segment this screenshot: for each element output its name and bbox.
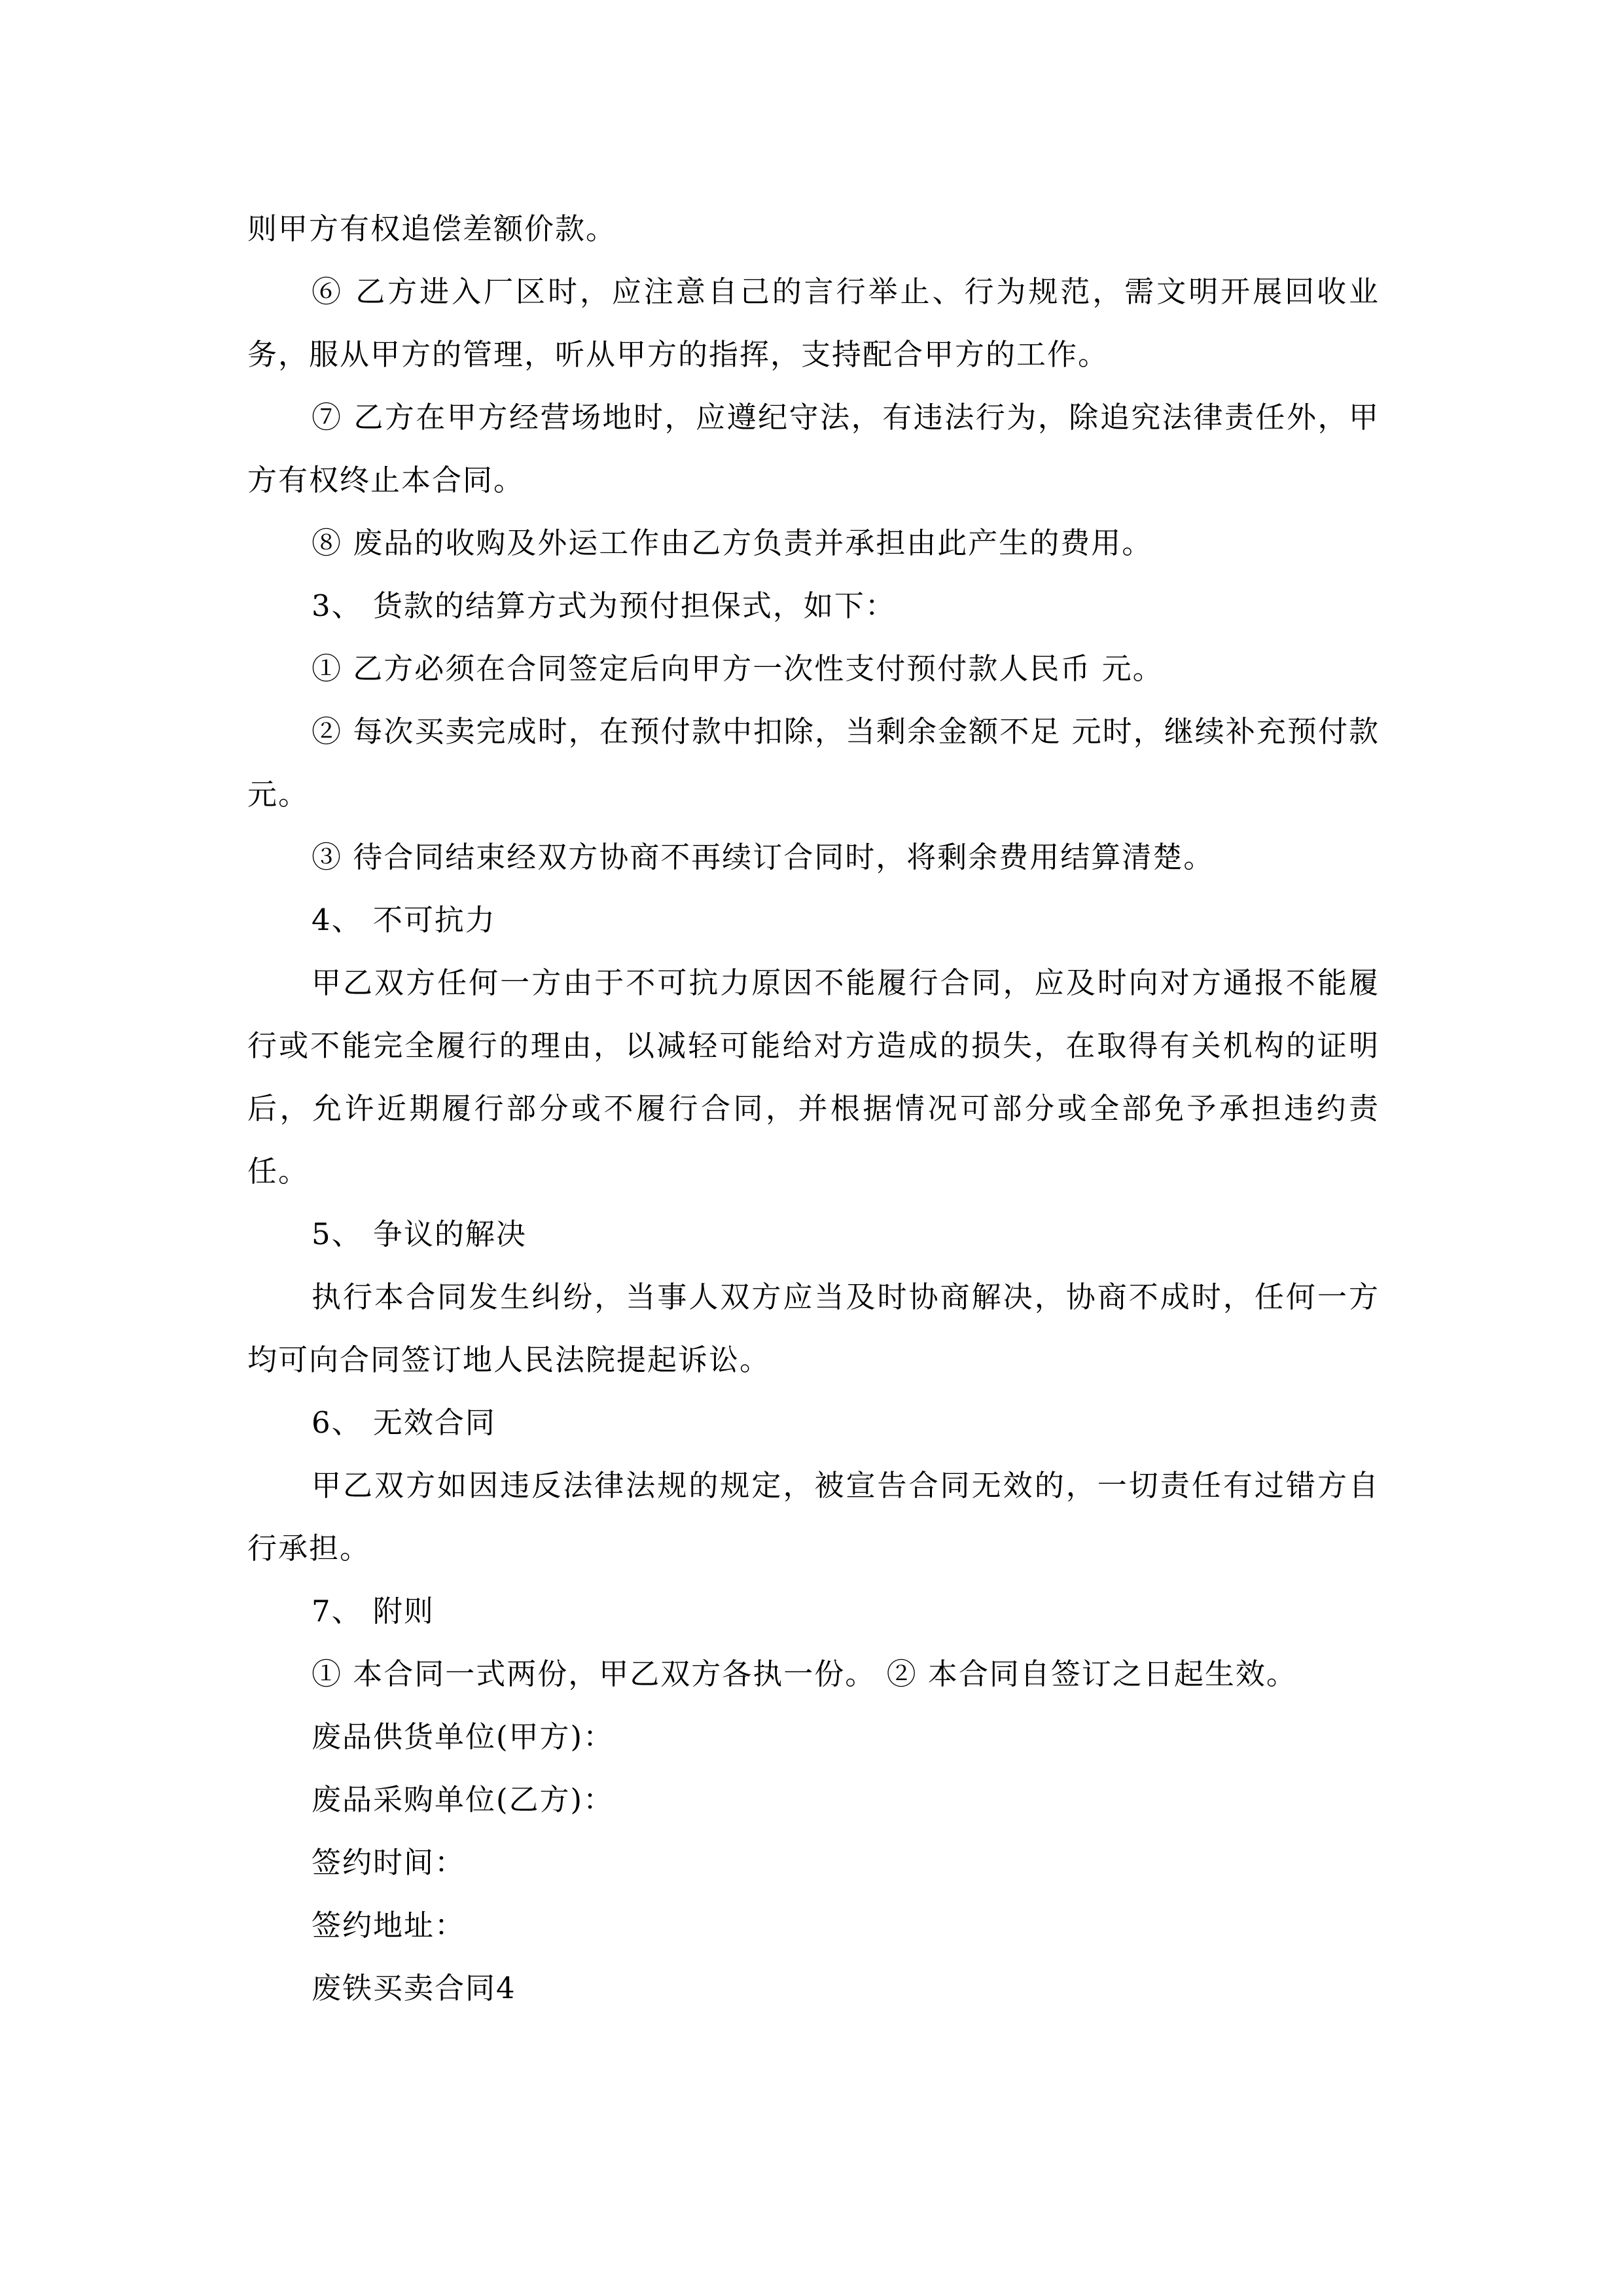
signing-address: 签约地址： [312, 1908, 466, 1943]
clause-7: ⑦ 乙方在甲方经营场地时，应遵纪守法，有违法行为，除追究法律责任外，甲方有权终止本合同。 [247, 400, 1380, 497]
paragraph: 则甲方有权追偿差额价款。 [247, 211, 617, 246]
signature-party-a: 废品供货单位(甲方)： [312, 1719, 615, 1754]
section-heading-force-majeure: 4、 不可抗力 [312, 903, 496, 937]
invalid-contract-text: 甲乙双方如因违反法律法规的规定，被宣告合同无效的，一切责任有过错方自行承担。 [247, 1468, 1380, 1566]
payment-clause-1: ① 乙方必须在合同签定后向甲方一次性支付预付款人民币 元。 [312, 651, 1164, 686]
payment-clause-3: ③ 待合同结束经双方协商不再续订合同时，将剩余费用结算清楚。 [312, 840, 1215, 874]
section-heading-dispute: 5、 争议的解决 [312, 1217, 527, 1251]
signature-party-b: 废品采购单位(乙方)： [312, 1782, 615, 1817]
section-heading-invalid-contract: 6、 无效合同 [312, 1405, 496, 1440]
clause-8: ⑧ 废品的收购及外运工作由乙方负责并承担由此产生的费用。 [312, 526, 1153, 560]
payment-clause-2: ② 每次买卖完成时，在预付款中扣除，当剩余金额不足 元时，继续补充预付款 元。 [247, 714, 1380, 812]
section-heading-supplementary: 7、 附则 [312, 1594, 435, 1628]
section-heading-payment: 3、 货款的结算方式为预付担保式，如下： [312, 588, 896, 623]
signing-time: 签约时间： [312, 1845, 466, 1880]
next-contract-title: 废铁买卖合同4 [312, 1971, 516, 2005]
dispute-text: 执行本合同发生纠纷，当事人双方应当及时协商解决，协商不成时，任何一方均可向合同签订地人民法院提起诉讼。 [247, 1280, 1380, 1377]
document-body [247, 198, 1380, 2020]
supplementary-clauses: ① 本合同一式两份，甲乙双方各执一份。 ② 本合同自签订之日起生效。 [312, 1657, 1297, 1691]
clause-6: ⑥ 乙方进入厂区时，应注意自己的言行举止、行为规范，需文明开展回收业务，服从甲方的管理，听从甲方的指挥，支持配合甲方的工作。 [247, 274, 1380, 372]
force-majeure-text: 甲乙双方任何一方由于不可抗力原因不能履行合同，应及时向对方通报不能履行或不能完全履行的理由，以减轻可能给对方造成的损失，在取得有关机构的证明后，允许近期履行部分或不履行合同，并根据情况可部分或全部免予承担违约责任。 [247, 965, 1380, 1189]
